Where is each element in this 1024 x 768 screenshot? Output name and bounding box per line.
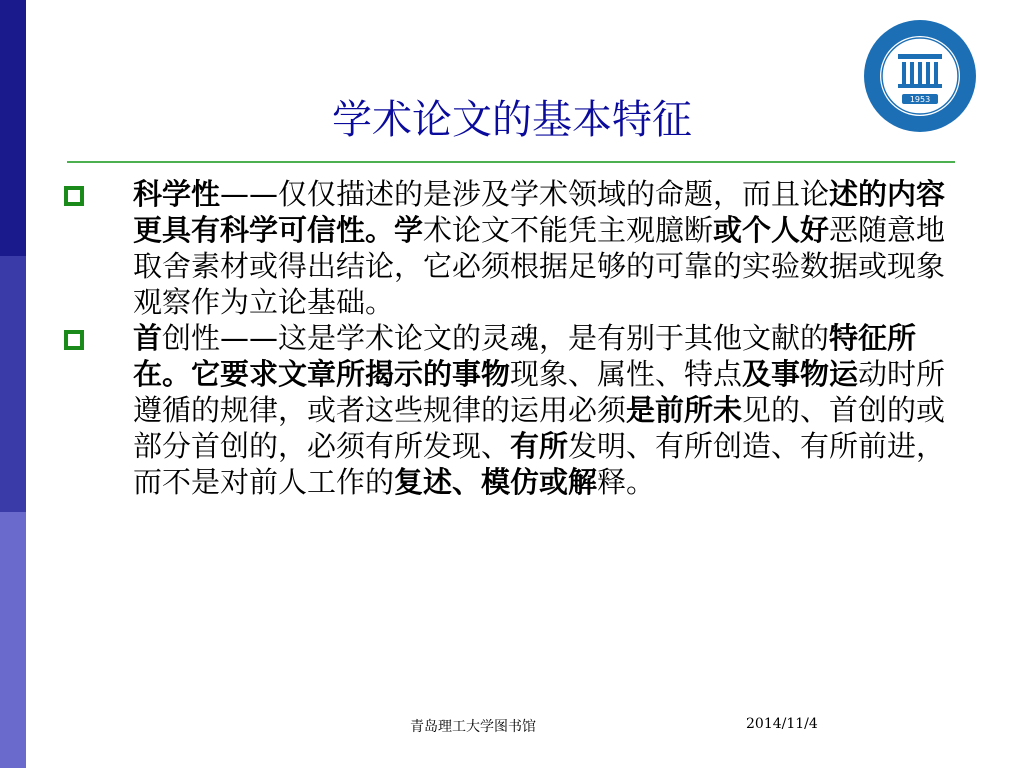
point-text-bold: 科学性 [133, 177, 221, 211]
point-text-bold: 或个人好 [713, 213, 830, 247]
point-text-bold: 首 [133, 321, 163, 355]
bullet-square-icon [64, 330, 84, 350]
point-text: 见的、首创的或部分首创的，必须有所发现、 [133, 393, 946, 463]
point-text-bold: 述的内容更具有科学可信性。学 [133, 177, 946, 247]
point-text-bold: 复述、模仿或解 [394, 465, 598, 499]
point-text: 术论文不能凭主观臆断 [423, 213, 714, 247]
point-text: 动时所遵循的规律，或者这些规律的运用必须 [133, 357, 946, 427]
point-text: 现象、属性、特点 [510, 357, 743, 391]
point-scientific [133, 176, 953, 320]
point-text: 创性——这是学术论文的灵魂，是有别于其他文献的 [162, 321, 830, 355]
point-originality [133, 320, 953, 500]
point-text: 发明、有所创造、有所前进，而不是对前人工作的 [133, 429, 946, 499]
point-text-bold: 是前所未 [626, 393, 743, 427]
footer-date: 2014/11/4 [746, 716, 818, 732]
point-text: ——仅仅描述的是涉及学术领域的命题，而且论 [220, 177, 830, 211]
point-text: 恶随意地取舍素材或得出结论，它必须根据足够的可靠的实验数据或现象观察作为立论基础。 [133, 213, 946, 319]
footer-library: 青岛理工大学图书馆 [410, 719, 536, 735]
left-bar-segment-middle [0, 256, 26, 512]
slide-title: 学术论文的基本特征 [332, 97, 692, 143]
title-divider [67, 161, 955, 163]
point-text-bold: 特征所在。它要求文章所揭示的事物 [133, 321, 917, 391]
left-bar-segment-bottom [0, 512, 26, 768]
point-text: 释。 [597, 465, 656, 499]
point-text-bold: 有所 [510, 429, 569, 463]
logo-year: 1953 [909, 95, 931, 104]
point-text-bold: 及事物运 [742, 357, 859, 391]
bullet-square-icon [64, 186, 84, 206]
